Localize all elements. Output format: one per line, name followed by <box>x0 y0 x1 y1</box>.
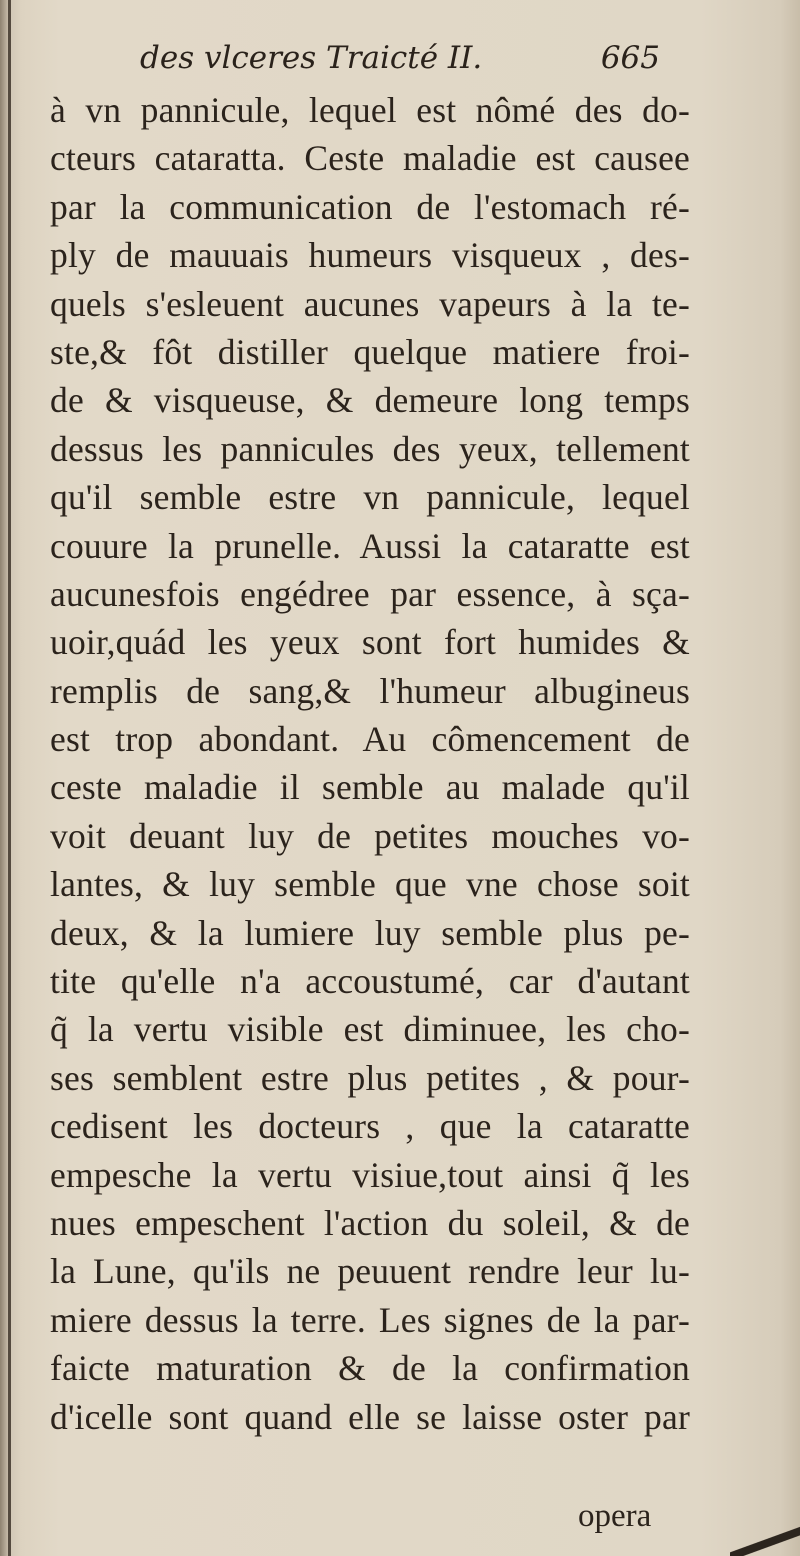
text-line: miere dessus la terre. Les signes de la par- <box>50 1299 690 1340</box>
text-line: dessus les pannicules des yeux, tellement <box>50 428 690 469</box>
text-line: lantes, & luy semble que vne chose soit <box>50 864 690 905</box>
text-line: ste,& fôt distiller quelque matiere froi- <box>50 331 690 372</box>
text-line: quels s'esleuent aucunes vapeurs à la te- <box>50 283 690 324</box>
text-line: nues empeschent l'action du soleil, & de <box>50 1202 690 1243</box>
text-line: ply de mauuais humeurs visqueux , des- <box>50 235 690 276</box>
text-line: tite qu'elle n'a accoustumé, car d'autant <box>50 961 690 1002</box>
page-number: 665 <box>600 40 660 76</box>
text-line: empesche la vertu visiue,tout ainsi q̃ les <box>50 1154 690 1195</box>
text-line: qu'il semble estre vn pannicule, lequel <box>50 477 690 518</box>
text-line: faicte maturation & de la confirmation <box>50 1348 690 1389</box>
text-line: remplis de sang,& l'humeur albugineus <box>50 670 690 711</box>
catchword: opera <box>578 1498 652 1534</box>
text-line: d'icelle sont quand elle se laisse oster par <box>50 1396 690 1437</box>
page-corner-shadow <box>730 1516 800 1556</box>
text-line: aucunesfois engédree par essence, à sça- <box>50 573 690 614</box>
running-title: des vlceres Traicté II. <box>140 40 483 76</box>
text-line: cteurs cataratta. Ceste maladie est causee <box>50 138 690 179</box>
text-line: deux, & la lumiere luy semble plus pe- <box>50 912 690 953</box>
text-line: ceste maladie il semble au malade qu'il <box>50 767 690 808</box>
text-line: voit deuant luy de petites mouches vo- <box>50 815 690 856</box>
text-line: couure la prunelle. Aussi la cataratte est <box>50 525 690 566</box>
text-line: par la communication de l'estomach ré- <box>50 186 690 227</box>
text-line: cedisent les docteurs , que la cataratte <box>50 1106 690 1147</box>
text-line: la Lune, qu'ils ne peuuent rendre leur lu- <box>50 1251 690 1292</box>
running-head <box>140 38 660 78</box>
text-line: à vn pannicule, lequel est nômé des do- <box>50 90 690 130</box>
text-line: q̃ la vertu visible est diminuee, les cho- <box>50 1009 690 1050</box>
binding-edge <box>8 0 11 1556</box>
text-line: ses semblent estre plus petites , & pour- <box>50 1057 690 1098</box>
text-line: uoir,quád les yeux sont fort humides & <box>50 622 690 663</box>
binding-shadow <box>0 0 8 1556</box>
text-line: est trop abondant. Au cômencement de <box>50 719 690 760</box>
text-line: de & visqueuse, & demeure long temps <box>50 380 690 421</box>
body-text <box>50 86 690 1441</box>
